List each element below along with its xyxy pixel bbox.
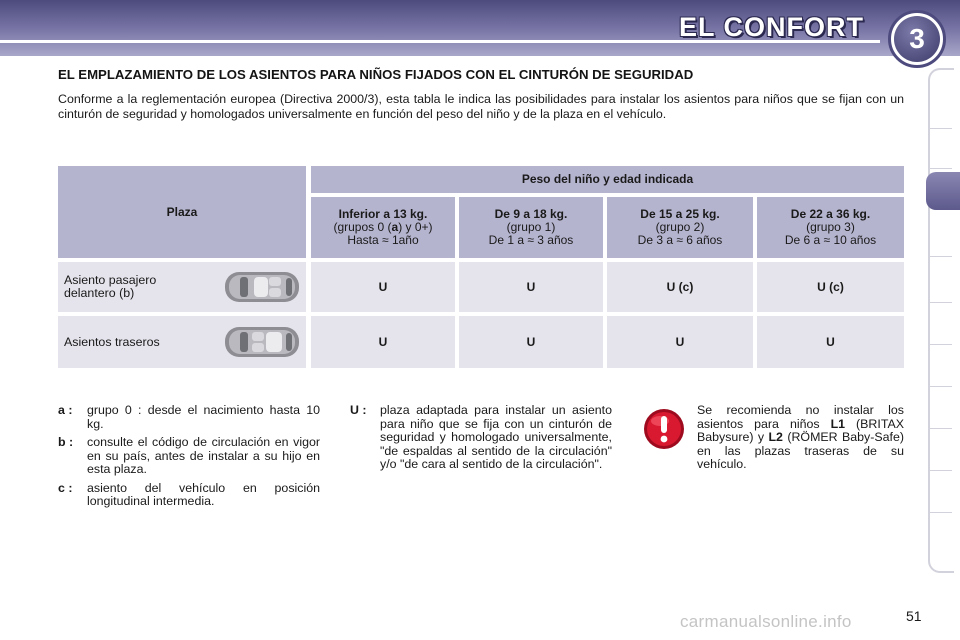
column-title: Inferior a 13 kg. — [338, 207, 428, 221]
weight-header-text: Peso del niño y edad indicada — [521, 172, 694, 186]
seat-code-l1: L1 — [830, 416, 846, 431]
car-front-seat-icon — [224, 269, 300, 305]
exclamation-warning-icon — [643, 408, 685, 450]
column-title: De 15 a 25 kg. — [640, 207, 720, 221]
footnote-u — [350, 404, 612, 472]
tab-divider — [930, 428, 952, 429]
footnote-key: a : — [58, 403, 73, 417]
weight-group-header — [311, 166, 904, 193]
tab-divider — [930, 256, 952, 257]
row-label-line: Asiento pasajero — [64, 273, 157, 287]
table-cell: U (c) — [757, 262, 904, 312]
warning-text-part: (RÖMER Baby-Safe) en las plazas traseras de su vehículo. — [697, 430, 904, 471]
row-label-line: Asientos traseros — [64, 334, 160, 349]
footnote-text: consulte el código de circulación en vigor en su país, antes de instalar a su hijo en esta plaza. — [87, 435, 320, 476]
footnotes — [58, 404, 320, 514]
table-cell: U — [311, 262, 455, 312]
watermark: carmanualsonline.info — [680, 612, 852, 631]
column-header-group-0 — [311, 197, 455, 258]
footnote-a — [58, 404, 320, 431]
tab-divider — [930, 128, 952, 129]
row-label-line: delantero (b) — [64, 286, 135, 300]
active-chapter-tab[interactable] — [926, 172, 960, 210]
tab-divider — [930, 344, 952, 345]
table-cell: U — [311, 316, 455, 368]
column-group: (grupos 0 (a) y 0+) — [333, 220, 433, 234]
tab-divider — [930, 470, 952, 471]
place-column-header — [58, 166, 306, 258]
table-cell: U — [757, 316, 904, 368]
warning-text — [697, 404, 904, 472]
column-header-group-3 — [757, 197, 904, 258]
column-age: De 6 a ≈ 10 años — [784, 233, 877, 247]
tab-divider — [930, 386, 952, 387]
table-cell: U — [607, 316, 753, 368]
chapter-number: 3 — [894, 16, 940, 62]
place-header-text: Plaza — [166, 204, 198, 219]
tab-divider — [930, 302, 952, 303]
child-seat-table — [58, 166, 904, 368]
intro-paragraph: Conforme a la reglementación europea (Directiva 2000/3), esta tabla le indica las posibilidades para instalar los asientos para niños que se fijan con un cinturón de seguridad y homologados universalmente en función del peso del niño y de la plaza en el vehículo. — [58, 92, 904, 121]
seat-code-l2: L2 — [768, 430, 783, 444]
warning-text-part: Se recomienda no instalar los asientos para niños — [697, 403, 904, 431]
column-group: (grupo 1) — [506, 220, 556, 234]
footnote-c — [58, 482, 320, 509]
column-group: (grupo 2) — [655, 220, 705, 234]
column-age: De 1 a ≈ 3 años — [488, 233, 574, 247]
footnote-text: asiento del vehículo en posición longitudinal intermedia. — [87, 480, 320, 508]
column-header-group-1 — [459, 197, 603, 258]
column-title: De 9 a 18 kg. — [494, 207, 568, 221]
footnote-text: plaza adaptada para instalar un asiento para niño que se fija con un cinturón de seguridad y homologado universalmente, "de espaldas al sentido de la circulación" y/o "de cara al sentido de la circulación". — [380, 403, 612, 471]
tab-divider — [930, 512, 952, 513]
column-title: De 22 a 36 kg. — [790, 207, 871, 221]
car-rear-seat-icon — [224, 324, 300, 360]
column-header-group-2 — [607, 197, 753, 258]
tab-divider — [930, 168, 952, 169]
footnote-key: b : — [58, 435, 74, 449]
column-age: De 3 a ≈ 6 años — [637, 233, 723, 247]
footnote-b — [58, 436, 320, 477]
footnote-key: U : — [350, 403, 367, 417]
table-cell: U — [459, 262, 603, 312]
chapter-badge — [888, 10, 946, 68]
page-number: 51 — [906, 608, 922, 624]
chapter-title: EL CONFORT — [679, 12, 864, 42]
warning-text-part: (BRITAX Babysure) y — [697, 416, 905, 444]
footnote-text: grupo 0 : desde el nacimiento hasta 10 kg. — [87, 403, 320, 431]
column-age: Hasta ≈ 1año — [347, 233, 419, 247]
column-group: (grupo 3) — [806, 220, 855, 234]
chapter-tab-strip — [928, 68, 954, 573]
table-cell: U — [459, 316, 603, 368]
section-title: EL EMPLAZAMIENTO DE LOS ASIENTOS PARA NIÑOS FIJADOS CON EL CINTURÓN DE SEGURIDAD — [58, 67, 694, 82]
table-cell: U (c) — [607, 262, 753, 312]
footnote-key: c : — [58, 480, 73, 495]
